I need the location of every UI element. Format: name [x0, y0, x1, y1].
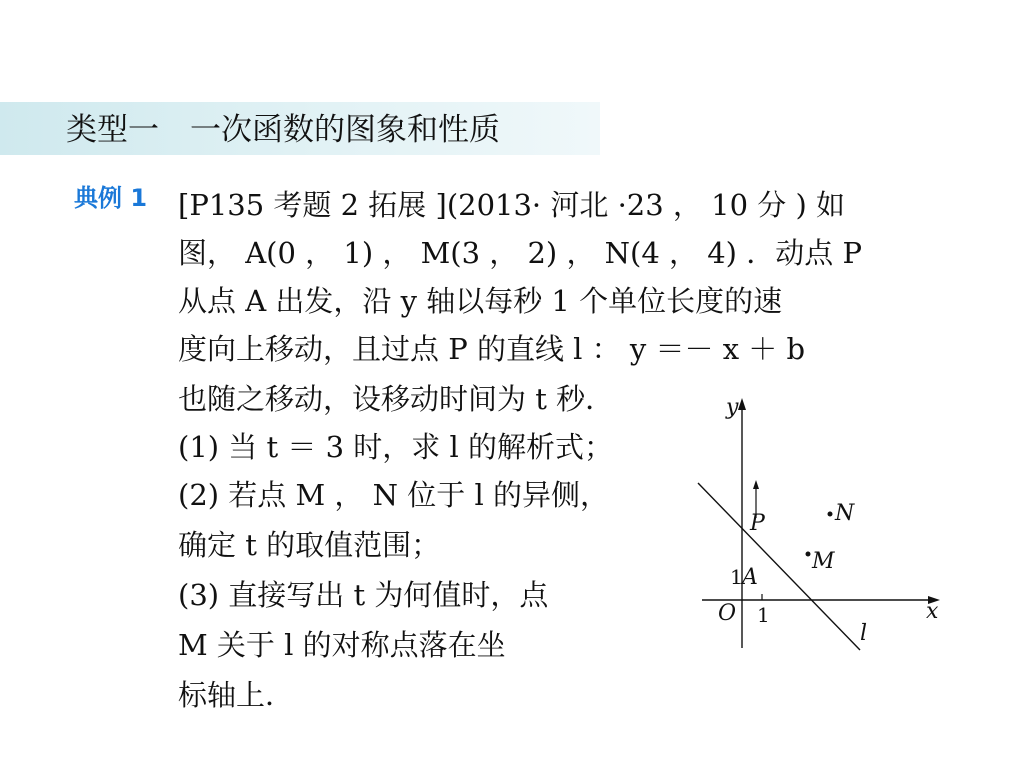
question-3-cont: M 关于 l 的对称点落在坐	[178, 628, 506, 662]
x-axis-label: x	[926, 599, 939, 624]
question-2-cont: 确定 t 的取值范围；	[178, 528, 441, 562]
point-p-label: P	[750, 511, 765, 536]
y-axis-arrow	[738, 398, 746, 410]
point-m	[806, 552, 811, 557]
problem-line-1: [P135 考题 2 拓展 ](2013· 河北 ·23 ， 10 分 ) 如	[178, 188, 846, 222]
point-m-label: M	[812, 549, 835, 574]
section-title: 类型一 一次函数的图象和性质	[66, 112, 500, 148]
p-motion-arrowhead	[753, 480, 759, 489]
y-tick-label: 1	[730, 565, 743, 589]
problem-line-4: 度向上移动，且过点 P 的直线 l ： y ＝－ x ＋ b	[178, 332, 806, 366]
problem-line-3: 从点 A 出发，沿 y 轴以每秒 1 个单位长度的速	[178, 284, 783, 318]
example-label: 典例 1	[74, 184, 148, 212]
y-axis-label: y	[726, 395, 739, 420]
question-2: (2) 若点 M ， N 位于 l 的异侧，	[178, 478, 609, 512]
point-n	[828, 512, 833, 517]
problem-line-5: 也随之移动，设移动时间为 t 秒．	[178, 382, 615, 416]
problem-line-2: 图， A(0 ， 1) ， M(3 ， 2) ， N(4 ， 4) ．动点 P	[178, 236, 862, 270]
question-3: (3) 直接写出 t 为何值时，点	[178, 578, 549, 612]
point-n-label: N	[835, 501, 855, 526]
origin-label: O	[718, 601, 737, 626]
question-3-end: 标轴上．	[178, 678, 295, 712]
point-a-label: A	[742, 565, 758, 590]
line-l-label: l	[860, 621, 868, 646]
x-tick-label: 1	[757, 603, 770, 627]
question-1: (1) 当 t ＝ 3 时，求 l 的解析式；	[178, 430, 613, 464]
coordinate-figure	[690, 388, 950, 668]
